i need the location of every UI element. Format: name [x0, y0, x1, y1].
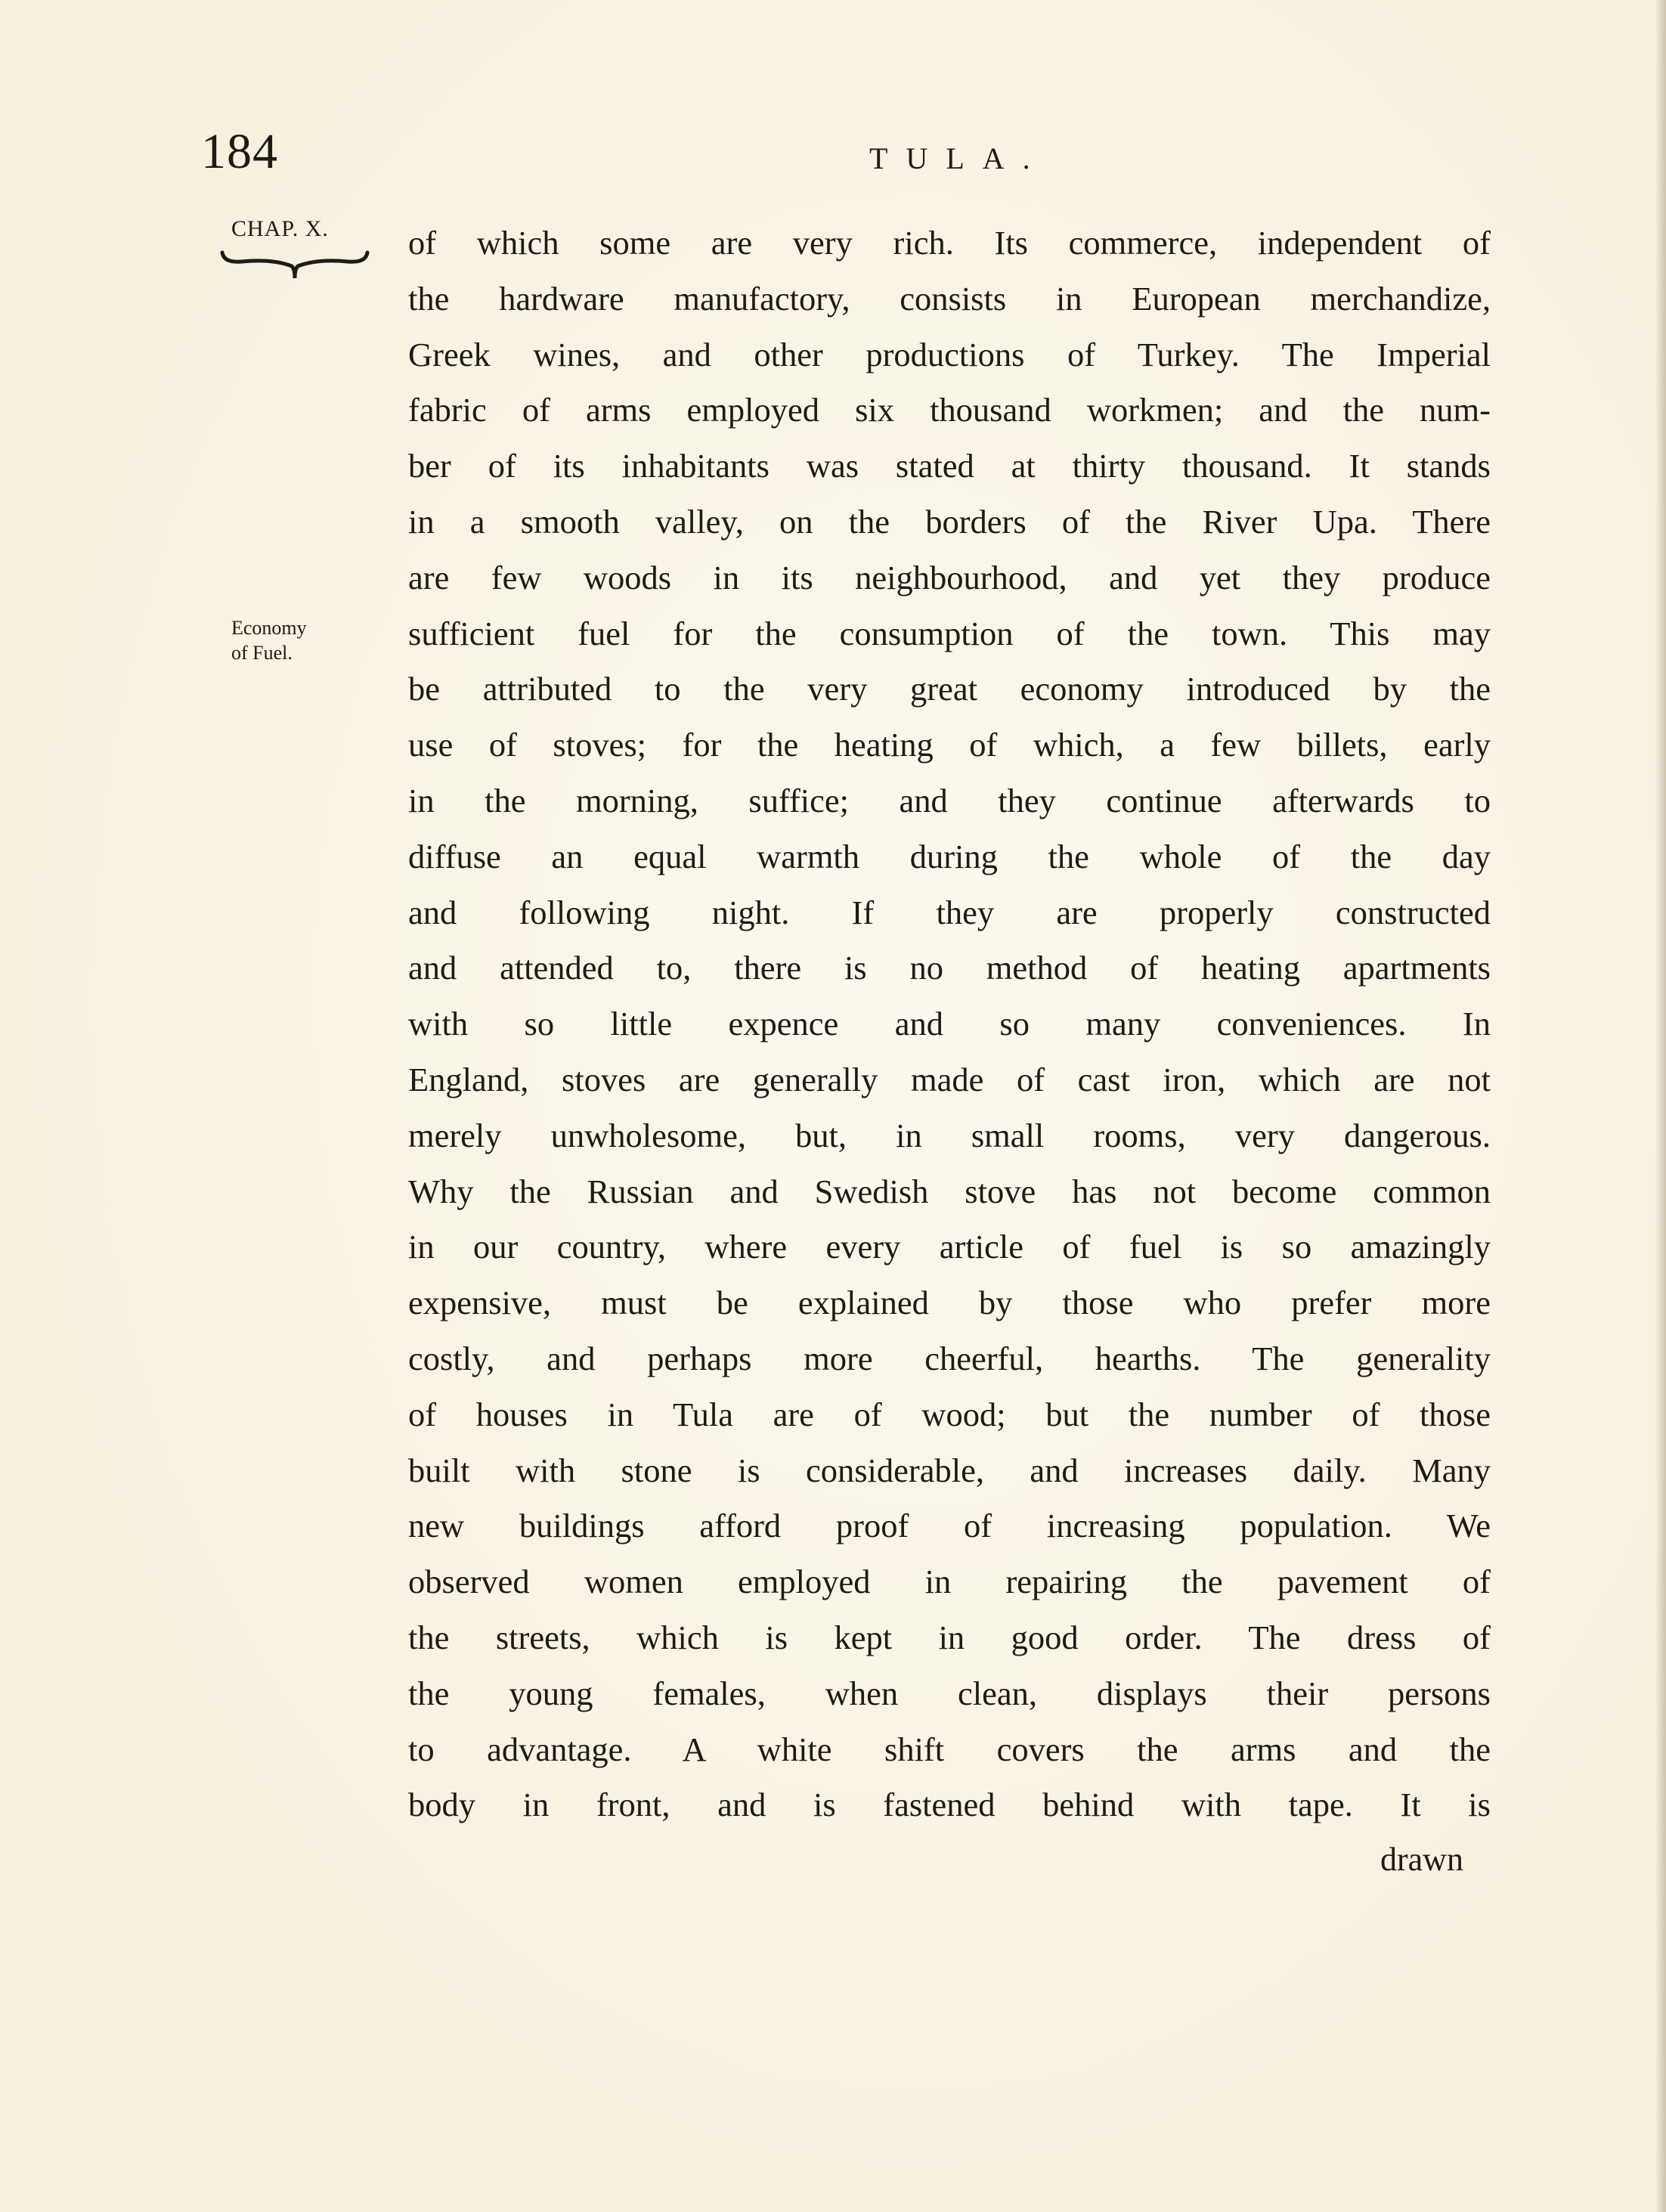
marginal-note-line: of Fuel. [231, 642, 293, 664]
running-title: TULA. [869, 141, 1048, 175]
text-line: and attended to, there is no method of heating apartments [408, 949, 1491, 987]
chapter-label: CHAP. X. [231, 216, 329, 241]
text-line: observed women employed in repairing the pavement of [408, 1563, 1491, 1601]
catchword: drawn [1380, 1841, 1463, 1878]
page-edge-shadow [1655, 0, 1666, 2212]
text-line: of which some are very rich. Its commerce, independent of [408, 224, 1491, 262]
text-line: the streets, which is kept in good order. The dress of [408, 1618, 1491, 1656]
text-line: with so little expence and so many conveniences. In [408, 1005, 1491, 1043]
text-line: in the morning, suffice; and they continue afterwards to [408, 781, 1491, 819]
text-line: sufficient fuel for the consumption of the town. This may [408, 614, 1491, 652]
text-line: costly, and perhaps more cheerful, hearths. The generality [408, 1339, 1491, 1377]
text-line: new buildings afford proof of increasing population. We [408, 1507, 1491, 1545]
text-line: Why the Russian and Swedish stove has not become common [408, 1172, 1491, 1210]
body-text [408, 215, 1491, 1833]
text-line: are few woods in its neighbourhood, and yet they produce [408, 558, 1491, 596]
text-line: the young females, when clean, displays their persons [408, 1674, 1491, 1712]
text-line: Greek wines, and other productions of Turkey. The Imperial [408, 335, 1491, 373]
text-line: use of stoves; for the heating of which, a few billets, early [408, 726, 1491, 764]
text-line: be attributed to the very great economy introduced by the [408, 670, 1491, 708]
text-line: fabric of arms employed six thousand workmen; and the num- [408, 391, 1491, 429]
text-line: diffuse an equal warmth during the whole of the day [408, 837, 1491, 875]
text-line: the hardware manufactory, consists in European merchandize, [408, 279, 1491, 318]
text-line: built with stone is considerable, and increases daily. Many [408, 1451, 1491, 1489]
text-line: England, stoves are generally made of cast iron, which are not [408, 1060, 1491, 1098]
text-line: in a smooth valley, on the borders of the River Upa. There [408, 502, 1491, 541]
marginal-note-line: Economy [231, 617, 307, 639]
text-line: expensive, must be explained by those who prefer more [408, 1284, 1491, 1322]
text-line: ber of its inhabitants was stated at thirty thousand. It stands [408, 447, 1491, 485]
text-line: in our country, where every article of fuel is so amazingly [408, 1228, 1491, 1266]
marginal-note [231, 615, 307, 665]
chapter-brace-ornament [219, 248, 370, 281]
text-line: body in front, and is fastened behind with tape. It is [408, 1786, 1491, 1824]
page-number: 184 [201, 124, 278, 179]
text-line: of houses in Tula are of wood; but the number of those [408, 1395, 1491, 1433]
text-line: merely unwholesome, but, in small rooms, very dangerous. [408, 1116, 1491, 1154]
text-line: to advantage. A white shift covers the arms and the [408, 1730, 1491, 1768]
text-line: and following night. If they are properly constructed [408, 893, 1491, 931]
